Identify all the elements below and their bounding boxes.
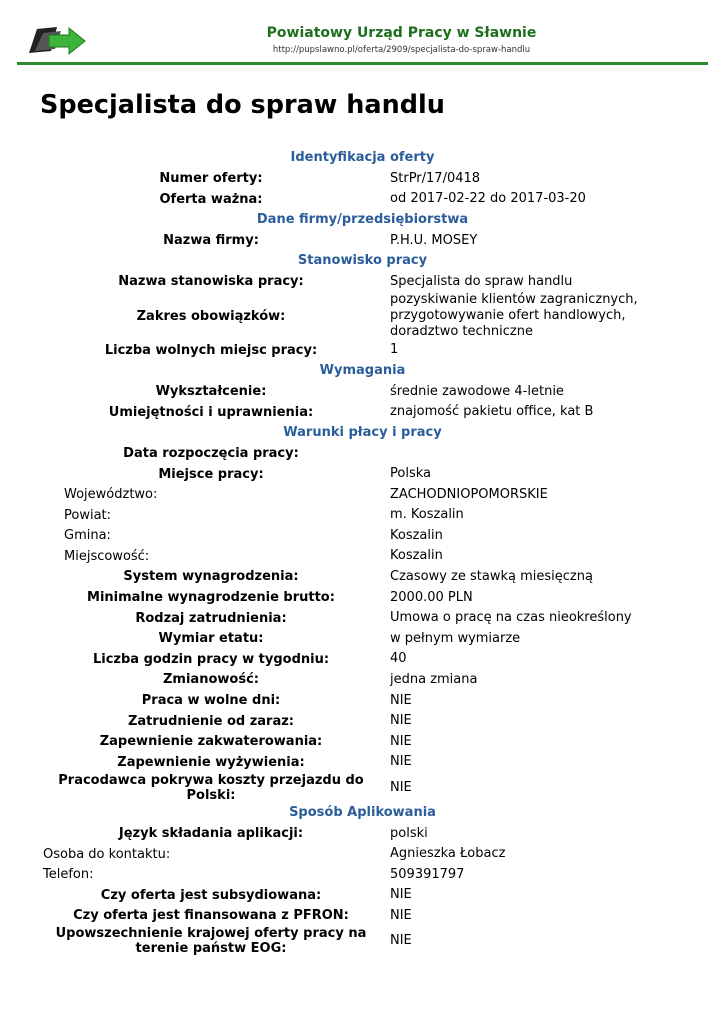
page-url: http://pupslawno.pl/oferta/2909/specjalista-do-spraw-handlu xyxy=(272,45,531,55)
detail-row xyxy=(40,189,685,210)
detail-row xyxy=(40,906,685,927)
detail-row xyxy=(40,546,685,567)
detail-row xyxy=(40,230,685,251)
detail-value: w pełnym wymiarze xyxy=(390,630,521,646)
detail-value: Koszalin xyxy=(390,548,443,564)
section-heading: Identyfikacja oferty xyxy=(290,150,435,165)
detail-row xyxy=(40,526,685,547)
detail-label: Zakres obowiązków: xyxy=(136,308,286,324)
section-heading: Warunki płacy i pracy xyxy=(283,424,442,440)
detail-row xyxy=(40,272,685,293)
detail-value: NIE xyxy=(390,887,412,903)
detail-label: Powiat: xyxy=(64,507,112,523)
detail-value: od 2017-02-22 do 2017-03-20 xyxy=(390,191,586,207)
detail-label: Gmina: xyxy=(64,528,111,544)
detail-value: NIE xyxy=(390,713,412,729)
detail-label: Pracodawca pokrywa koszty przejazdu do Polski: xyxy=(58,772,364,803)
detail-label: Zapewnienie wyżywienia: xyxy=(117,754,305,770)
detail-value: 509391797 xyxy=(390,866,465,882)
section-heading: Wymagania xyxy=(319,362,406,378)
detail-row xyxy=(40,608,685,629)
detail-value: P.H.U. MOSEY xyxy=(390,232,478,248)
detail-label: Zatrudnienie od zaraz: xyxy=(127,713,295,729)
detail-label: Czy oferta jest subsydiowana: xyxy=(100,887,322,903)
detail-row xyxy=(40,773,685,803)
page-header xyxy=(17,14,708,65)
detail-value: NIE xyxy=(390,733,412,749)
detail-value: 1 xyxy=(390,342,399,358)
detail-label: Minimalne wynagrodzenie brutto: xyxy=(87,590,335,606)
detail-label: Upowszechnienie krajowej oferty pracy na terenie państw EOG: xyxy=(55,926,367,957)
org-name: Powiatowy Urząd Pracy w Sławnie xyxy=(266,25,537,41)
detail-row xyxy=(40,731,685,752)
detail-row xyxy=(40,649,685,670)
detail-row xyxy=(40,752,685,773)
detail-label: Numer oferty: xyxy=(159,171,263,187)
detail-value: 40 xyxy=(390,651,407,667)
offer-details xyxy=(40,148,685,956)
detail-label: Nazwa firmy: xyxy=(163,233,259,249)
detail-label: Umiejętności i uprawnienia: xyxy=(108,404,314,420)
detail-label: Język składania aplikacji: xyxy=(118,826,304,842)
detail-value: m. Koszalin xyxy=(390,507,464,523)
detail-value: Umowa o pracę na czas nieokreślony xyxy=(390,610,632,626)
detail-row xyxy=(40,823,685,844)
section-heading: Stanowisko pracy xyxy=(297,252,428,268)
detail-label: Osoba do kontaktu: xyxy=(43,846,171,862)
detail-row xyxy=(40,443,685,464)
detail-row xyxy=(40,340,685,361)
detail-row xyxy=(40,169,685,190)
detail-row xyxy=(40,628,685,649)
page-title: Specjalista do spraw handlu xyxy=(40,90,445,120)
detail-value: Polska xyxy=(390,466,431,482)
section-heading: Sposób Aplikowania xyxy=(289,804,436,820)
detail-label: Telefon: xyxy=(43,867,94,883)
detail-row xyxy=(40,670,685,691)
detail-row xyxy=(40,690,685,711)
detail-label: Województwo: xyxy=(64,487,158,503)
detail-value: NIE xyxy=(390,907,412,923)
detail-row xyxy=(40,711,685,732)
detail-row xyxy=(40,864,685,885)
detail-row xyxy=(40,885,685,906)
detail-row xyxy=(40,567,685,588)
detail-value: polski xyxy=(390,825,428,841)
detail-label: Miejsce pracy: xyxy=(158,466,264,482)
detail-value: NIE xyxy=(390,779,412,795)
detail-value: NIE xyxy=(390,754,412,770)
detail-row xyxy=(40,402,685,423)
detail-label: Miejscowość: xyxy=(64,548,150,564)
detail-row xyxy=(40,292,685,340)
detail-row xyxy=(40,587,685,608)
detail-value: Specjalista do spraw handlu xyxy=(390,273,573,289)
detail-value: NIE xyxy=(390,692,412,708)
detail-label: Wykształcenie: xyxy=(155,384,267,400)
detail-label: Data rozpoczęcia pracy: xyxy=(123,445,299,461)
detail-label: Praca w wolne dni: xyxy=(141,693,281,709)
detail-label: Rodzaj zatrudnienia: xyxy=(135,610,287,626)
detail-label: Czy oferta jest finansowana z PFRON: xyxy=(73,908,349,924)
detail-label: Liczba wolnych miejsc pracy: xyxy=(104,342,318,358)
detail-value: Koszalin xyxy=(390,527,443,543)
detail-label: Nazwa stanowiska pracy: xyxy=(118,274,304,290)
section-heading: Dane firmy/przedsiębiorstwa xyxy=(256,211,469,227)
detail-row xyxy=(40,381,685,402)
detail-value: Agnieszka Łobacz xyxy=(390,846,506,862)
detail-label: Liczba godzin pracy w tygodniu: xyxy=(92,651,330,667)
detail-row xyxy=(40,505,685,526)
detail-label: System wynagrodzenia: xyxy=(123,569,299,585)
detail-row xyxy=(40,844,685,865)
detail-value: jedna zmiana xyxy=(390,671,478,687)
detail-label: Oferta ważna: xyxy=(159,191,263,207)
detail-row xyxy=(40,464,685,485)
detail-value: średnie zawodowe 4-letnie xyxy=(390,383,564,399)
detail-value: Czasowy ze stawką miesięczną xyxy=(390,568,593,584)
detail-value: znajomość pakietu office, kat B xyxy=(390,404,594,420)
detail-value: NIE xyxy=(390,933,412,949)
detail-value: StrPr/17/0418 xyxy=(390,170,481,186)
detail-row xyxy=(40,484,685,505)
detail-label: Zmianowość: xyxy=(163,672,259,688)
detail-label: Wymiar etatu: xyxy=(158,631,264,647)
detail-row xyxy=(40,926,685,956)
detail-label: Zapewnienie zakwaterowania: xyxy=(99,734,323,750)
detail-value: ZACHODNIOPOMORSKIE xyxy=(390,486,548,502)
detail-value: pozyskiwanie klientów zagranicznych, przygotowywanie ofert handlowych, doradztwo techniczne xyxy=(390,292,638,340)
detail-value: 2000.00 PLN xyxy=(390,589,473,605)
